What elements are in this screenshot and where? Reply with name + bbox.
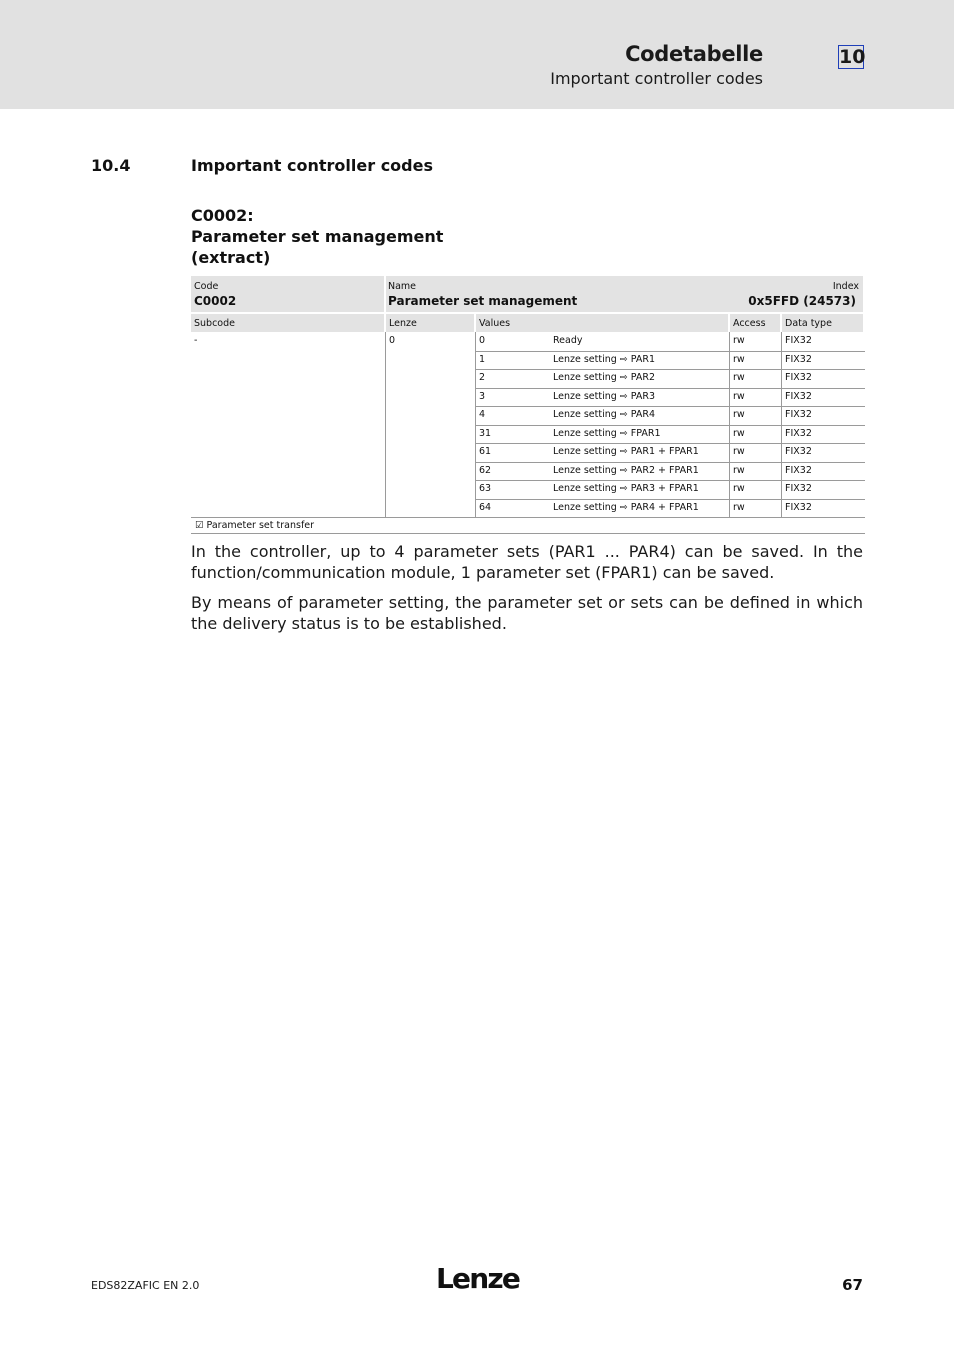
- index-value: 0x5FFD (24573): [748, 294, 856, 308]
- column-header-lenze: Lenze: [386, 314, 474, 332]
- value-description-cell: Lenze setting ⇨ PAR4 + FPAR1: [553, 501, 699, 513]
- table-row-divider: [476, 388, 865, 389]
- value-cell: 0: [479, 335, 486, 346]
- access-cell: rw: [733, 409, 745, 420]
- value-cell: 1: [479, 353, 486, 365]
- document-id: EDS82ZAFIC EN 2.0: [91, 1279, 200, 1292]
- value-cell: 63: [479, 483, 492, 494]
- datatype-cell: FIX32: [785, 335, 812, 346]
- table-row-divider: [476, 406, 865, 407]
- datatype-cell: FIX32: [785, 483, 812, 494]
- value-cell: 64: [479, 501, 492, 513]
- page-number: 67: [842, 1276, 863, 1294]
- value-cell: 3: [479, 390, 486, 402]
- body-paragraph: By means of parameter setting, the parameter set or sets can be defined in which the delivery status is to be established.: [191, 593, 863, 633]
- code-heading-line: Parameter set management: [191, 227, 444, 246]
- table-row-divider: [476, 351, 865, 352]
- table-row-divider: [476, 462, 865, 463]
- access-cell: rw: [733, 353, 745, 365]
- table-row-divider: [476, 425, 865, 426]
- table-divider: [781, 332, 782, 517]
- access-cell: rw: [733, 501, 745, 513]
- value-description-cell: Lenze setting ⇨ PAR1 + FPAR1: [553, 446, 699, 457]
- datatype-cell: FIX32: [785, 353, 812, 365]
- name-header-cell: [386, 276, 863, 312]
- access-cell: rw: [733, 372, 745, 383]
- value-description-cell: Lenze setting ⇨ FPAR1: [553, 427, 661, 439]
- section-number: 10.4: [91, 156, 131, 175]
- header-band: [0, 0, 954, 109]
- value-cell: 62: [479, 464, 492, 476]
- table-divider: [385, 332, 386, 517]
- code-header-cell: [191, 276, 384, 312]
- section-title: Important controller codes: [191, 156, 433, 175]
- access-cell: rw: [733, 464, 745, 476]
- name-label: Name: [388, 281, 417, 292]
- datatype-cell: FIX32: [785, 390, 812, 402]
- value-cell: 4: [479, 409, 486, 420]
- value-description-cell: Lenze setting ⇨ PAR3 + FPAR1: [553, 483, 699, 494]
- lenze-logo: Lenze: [436, 1262, 520, 1295]
- access-cell: rw: [733, 335, 745, 346]
- table-divider: [475, 332, 476, 517]
- table-row-divider: [476, 480, 865, 481]
- body-paragraph: In the controller, up to 4 parameter sets (PAR1 ... PAR4) can be saved. In the function/communication module, 1 parameter set (FPAR1) can be saved.: [191, 542, 863, 582]
- column-header-datatype: Data type: [782, 314, 863, 332]
- access-cell: rw: [733, 390, 745, 402]
- code-value: C0002: [194, 294, 237, 308]
- chapter-number-link[interactable]: 10: [839, 46, 866, 68]
- datatype-cell: FIX32: [785, 464, 812, 476]
- code-heading: [191, 205, 443, 268]
- table-row-divider: [476, 443, 865, 444]
- column-header-values: Values: [476, 314, 728, 332]
- datatype-cell: FIX32: [785, 409, 812, 420]
- datatype-cell: FIX32: [785, 501, 812, 513]
- value-description-cell: Ready: [553, 335, 583, 346]
- value-description-cell: Lenze setting ⇨ PAR2: [553, 372, 656, 383]
- value-cell: 61: [479, 446, 492, 457]
- datatype-cell: FIX32: [785, 372, 812, 383]
- column-header-subcode: Subcode: [191, 314, 384, 332]
- chapter-title: Codetabelle: [625, 42, 763, 66]
- datatype-cell: FIX32: [785, 427, 812, 439]
- access-cell: rw: [733, 427, 745, 439]
- lenze-cell: 0: [389, 335, 396, 346]
- value-description-cell: Lenze setting ⇨ PAR3: [553, 390, 656, 402]
- table-divider: [191, 517, 865, 518]
- value-cell: 2: [479, 372, 486, 383]
- table-row-divider: [476, 499, 865, 500]
- code-heading-line: C0002:: [191, 206, 254, 225]
- access-cell: rw: [733, 446, 745, 457]
- name-value: Parameter set management: [388, 294, 578, 308]
- value-cell: 31: [479, 427, 492, 439]
- subcode-cell: -: [194, 335, 198, 346]
- access-cell: rw: [733, 483, 745, 494]
- table-row-divider: [476, 369, 865, 370]
- table-divider: [191, 533, 865, 534]
- datatype-cell: FIX32: [785, 446, 812, 457]
- table-divider: [729, 332, 730, 517]
- code-label: Code: [194, 281, 219, 292]
- chapter-subtitle: Important controller codes: [550, 69, 763, 88]
- value-description-cell: Lenze setting ⇨ PAR1: [553, 353, 656, 365]
- code-heading-line: (extract): [191, 248, 271, 267]
- index-label: Index: [832, 281, 859, 292]
- value-description-cell: Lenze setting ⇨ PAR2 + FPAR1: [553, 464, 699, 476]
- table-footnote: ☑ Parameter set transfer: [195, 520, 315, 531]
- column-header-access: Access: [730, 314, 780, 332]
- value-description-cell: Lenze setting ⇨ PAR4: [553, 409, 656, 420]
